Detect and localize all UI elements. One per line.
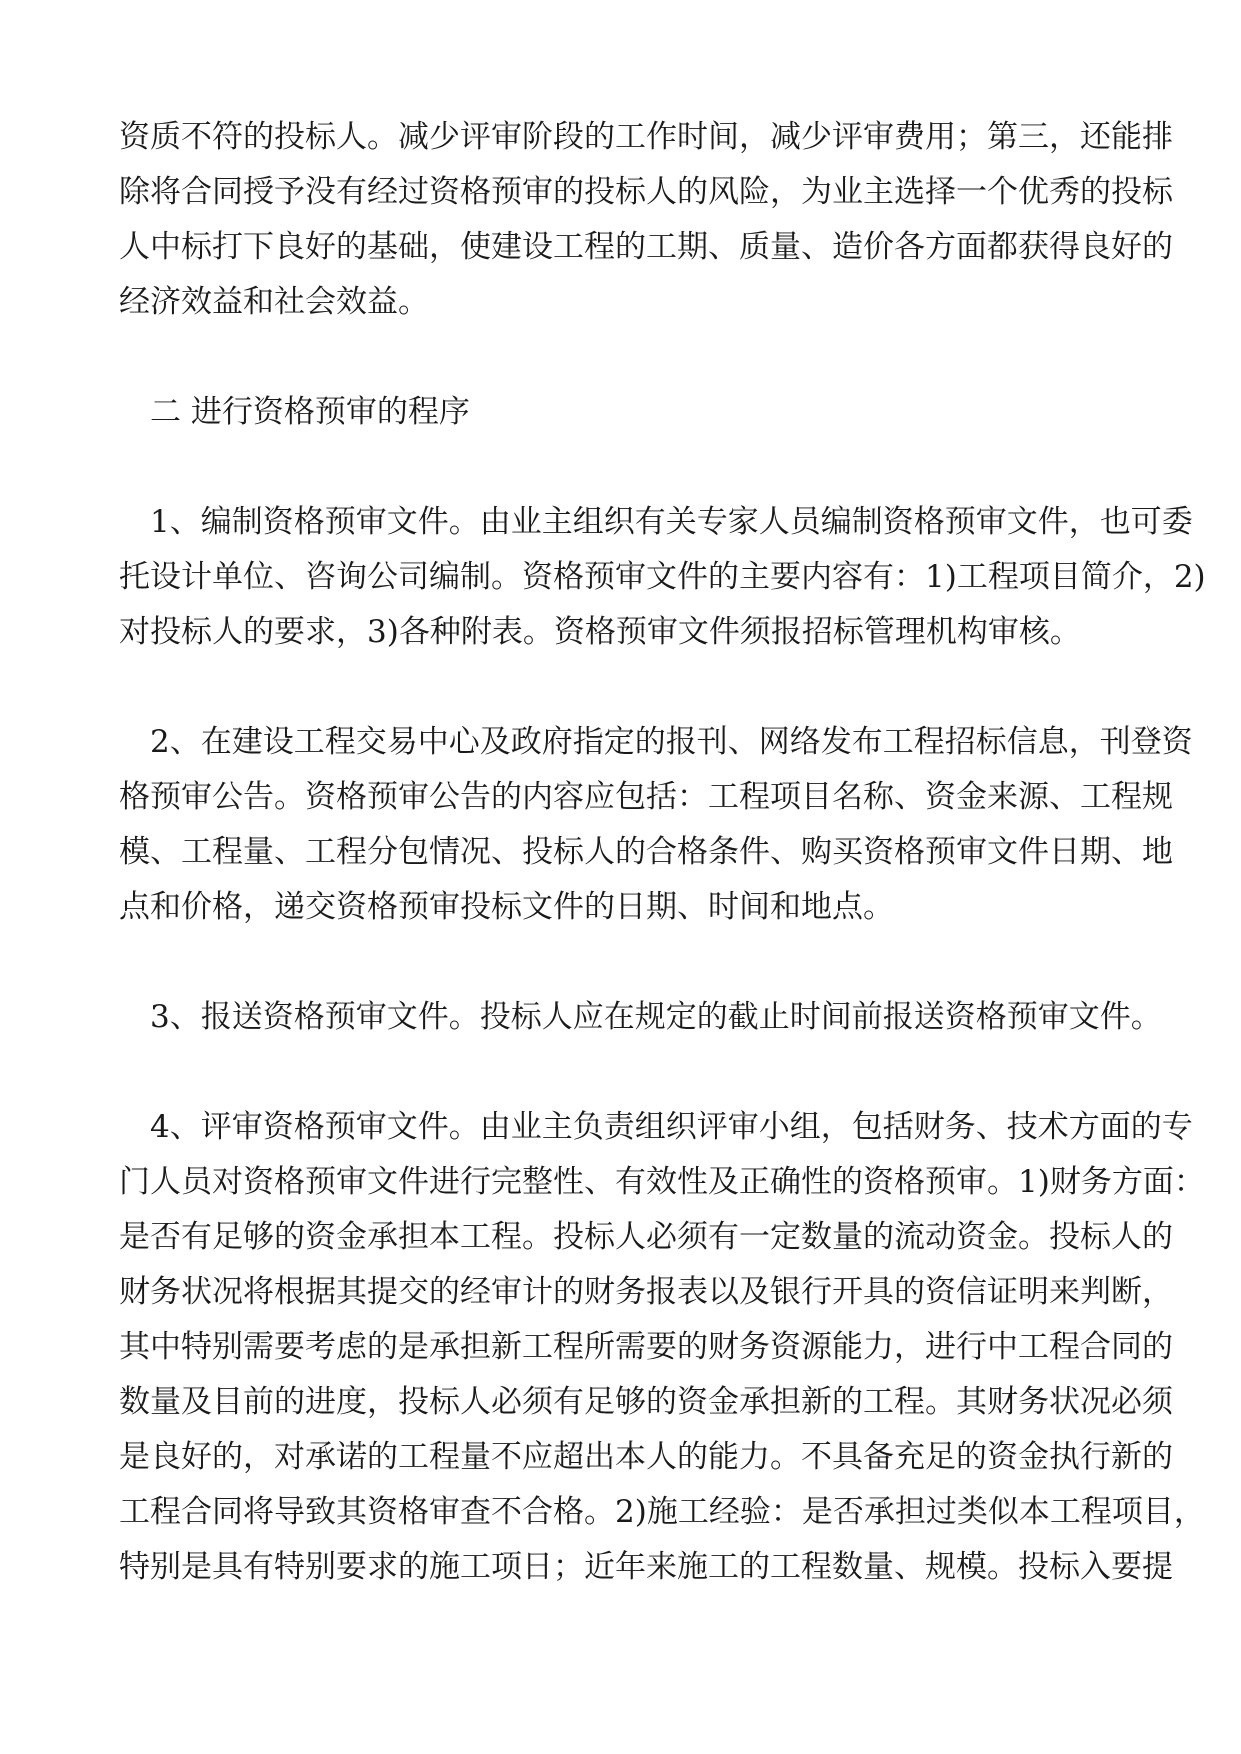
document-body <box>119 110 1206 1650</box>
paragraph-intro-continuation <box>119 110 1173 330</box>
text-line: 门人员对资格预审文件进行完整性、有效性及正确性的资格预审。1)财务方面： <box>119 1164 1205 1200</box>
paragraph-step-1 <box>119 495 1206 660</box>
text-line: 点和价格，递交资格预审投标文件的日期、时间和地点。 <box>119 889 894 925</box>
text-line: 经济效益和社会效益。 <box>119 284 429 320</box>
section-heading <box>119 385 1124 440</box>
text-line: 人中标打下良好的基础，使建设工程的工期、质量、造价各方面都获得良好的 <box>119 229 1173 265</box>
text-line: 4、评审资格预审文件。由业主负责组织评审小组，包括财务、技术方面的专 <box>150 1109 1193 1145</box>
text-line: 财务状况将根据其提交的经审计的财务报表以及银行开具的资信证明来判断， <box>119 1274 1173 1310</box>
text-line: 模、工程量、工程分包情况、投标人的合格条件、购买资格预审文件日期、地 <box>119 834 1173 870</box>
text-line: 对投标人的要求，3)各种附表。资格预审文件须报招标管理机构审核。 <box>119 614 1081 650</box>
text-line: 格预审公告。资格预审公告的内容应包括：工程项目名称、资金来源、工程规 <box>119 779 1173 815</box>
text-line: 1、编制资格预审文件。由业主组织有关专家人员编制资格预审文件，也可委 <box>150 504 1193 540</box>
text-line: 数量及目前的进度，投标人必须有足够的资金承担新的工程。其财务状况必须 <box>119 1384 1173 1420</box>
text-line: 是否有足够的资金承担本工程。投标人必须有一定数量的流动资金。投标人的 <box>119 1219 1173 1255</box>
text-line: 特别是具有特别要求的施工项日；近年来施工的工程数量、规模。投标入要提 <box>119 1549 1173 1585</box>
text-line: 托设计单位、咨询公司编制。资格预审文件的主要内容有：1)工程项目简介，2) <box>119 559 1206 595</box>
text-line: 资质不符的投标人。减少评审阶段的工作时间，减少评审费用；第三，还能排 <box>119 119 1173 155</box>
text-line: 其中特别需要考虑的是承担新工程所需要的财务资源能力，进行中工程合同的 <box>119 1329 1173 1365</box>
text-line: 工程合同将导致其资格审查不合格。2)施工经验：是否承担过类似本工程项目， <box>119 1494 1205 1530</box>
text-line: 除将合同授予没有经过资格预审的投标人的风险，为业主选择一个优秀的投标 <box>119 174 1173 210</box>
text-line: 是良好的，对承诺的工程量不应超出本人的能力。不具备充足的资金执行新的 <box>119 1439 1173 1475</box>
paragraph-step-2 <box>119 715 1193 935</box>
paragraph-step-3 <box>119 990 1162 1045</box>
section-heading-text: 二 进行资格预审的程序 <box>150 394 470 430</box>
text-line: 3、报送资格预审文件。投标人应在规定的截止时间前报送资格预审文件。 <box>150 999 1162 1035</box>
paragraph-step-4 <box>119 1100 1205 1595</box>
text-line: 2、在建设工程交易中心及政府指定的报刊、网络发布工程招标信息，刊登资 <box>150 724 1193 760</box>
